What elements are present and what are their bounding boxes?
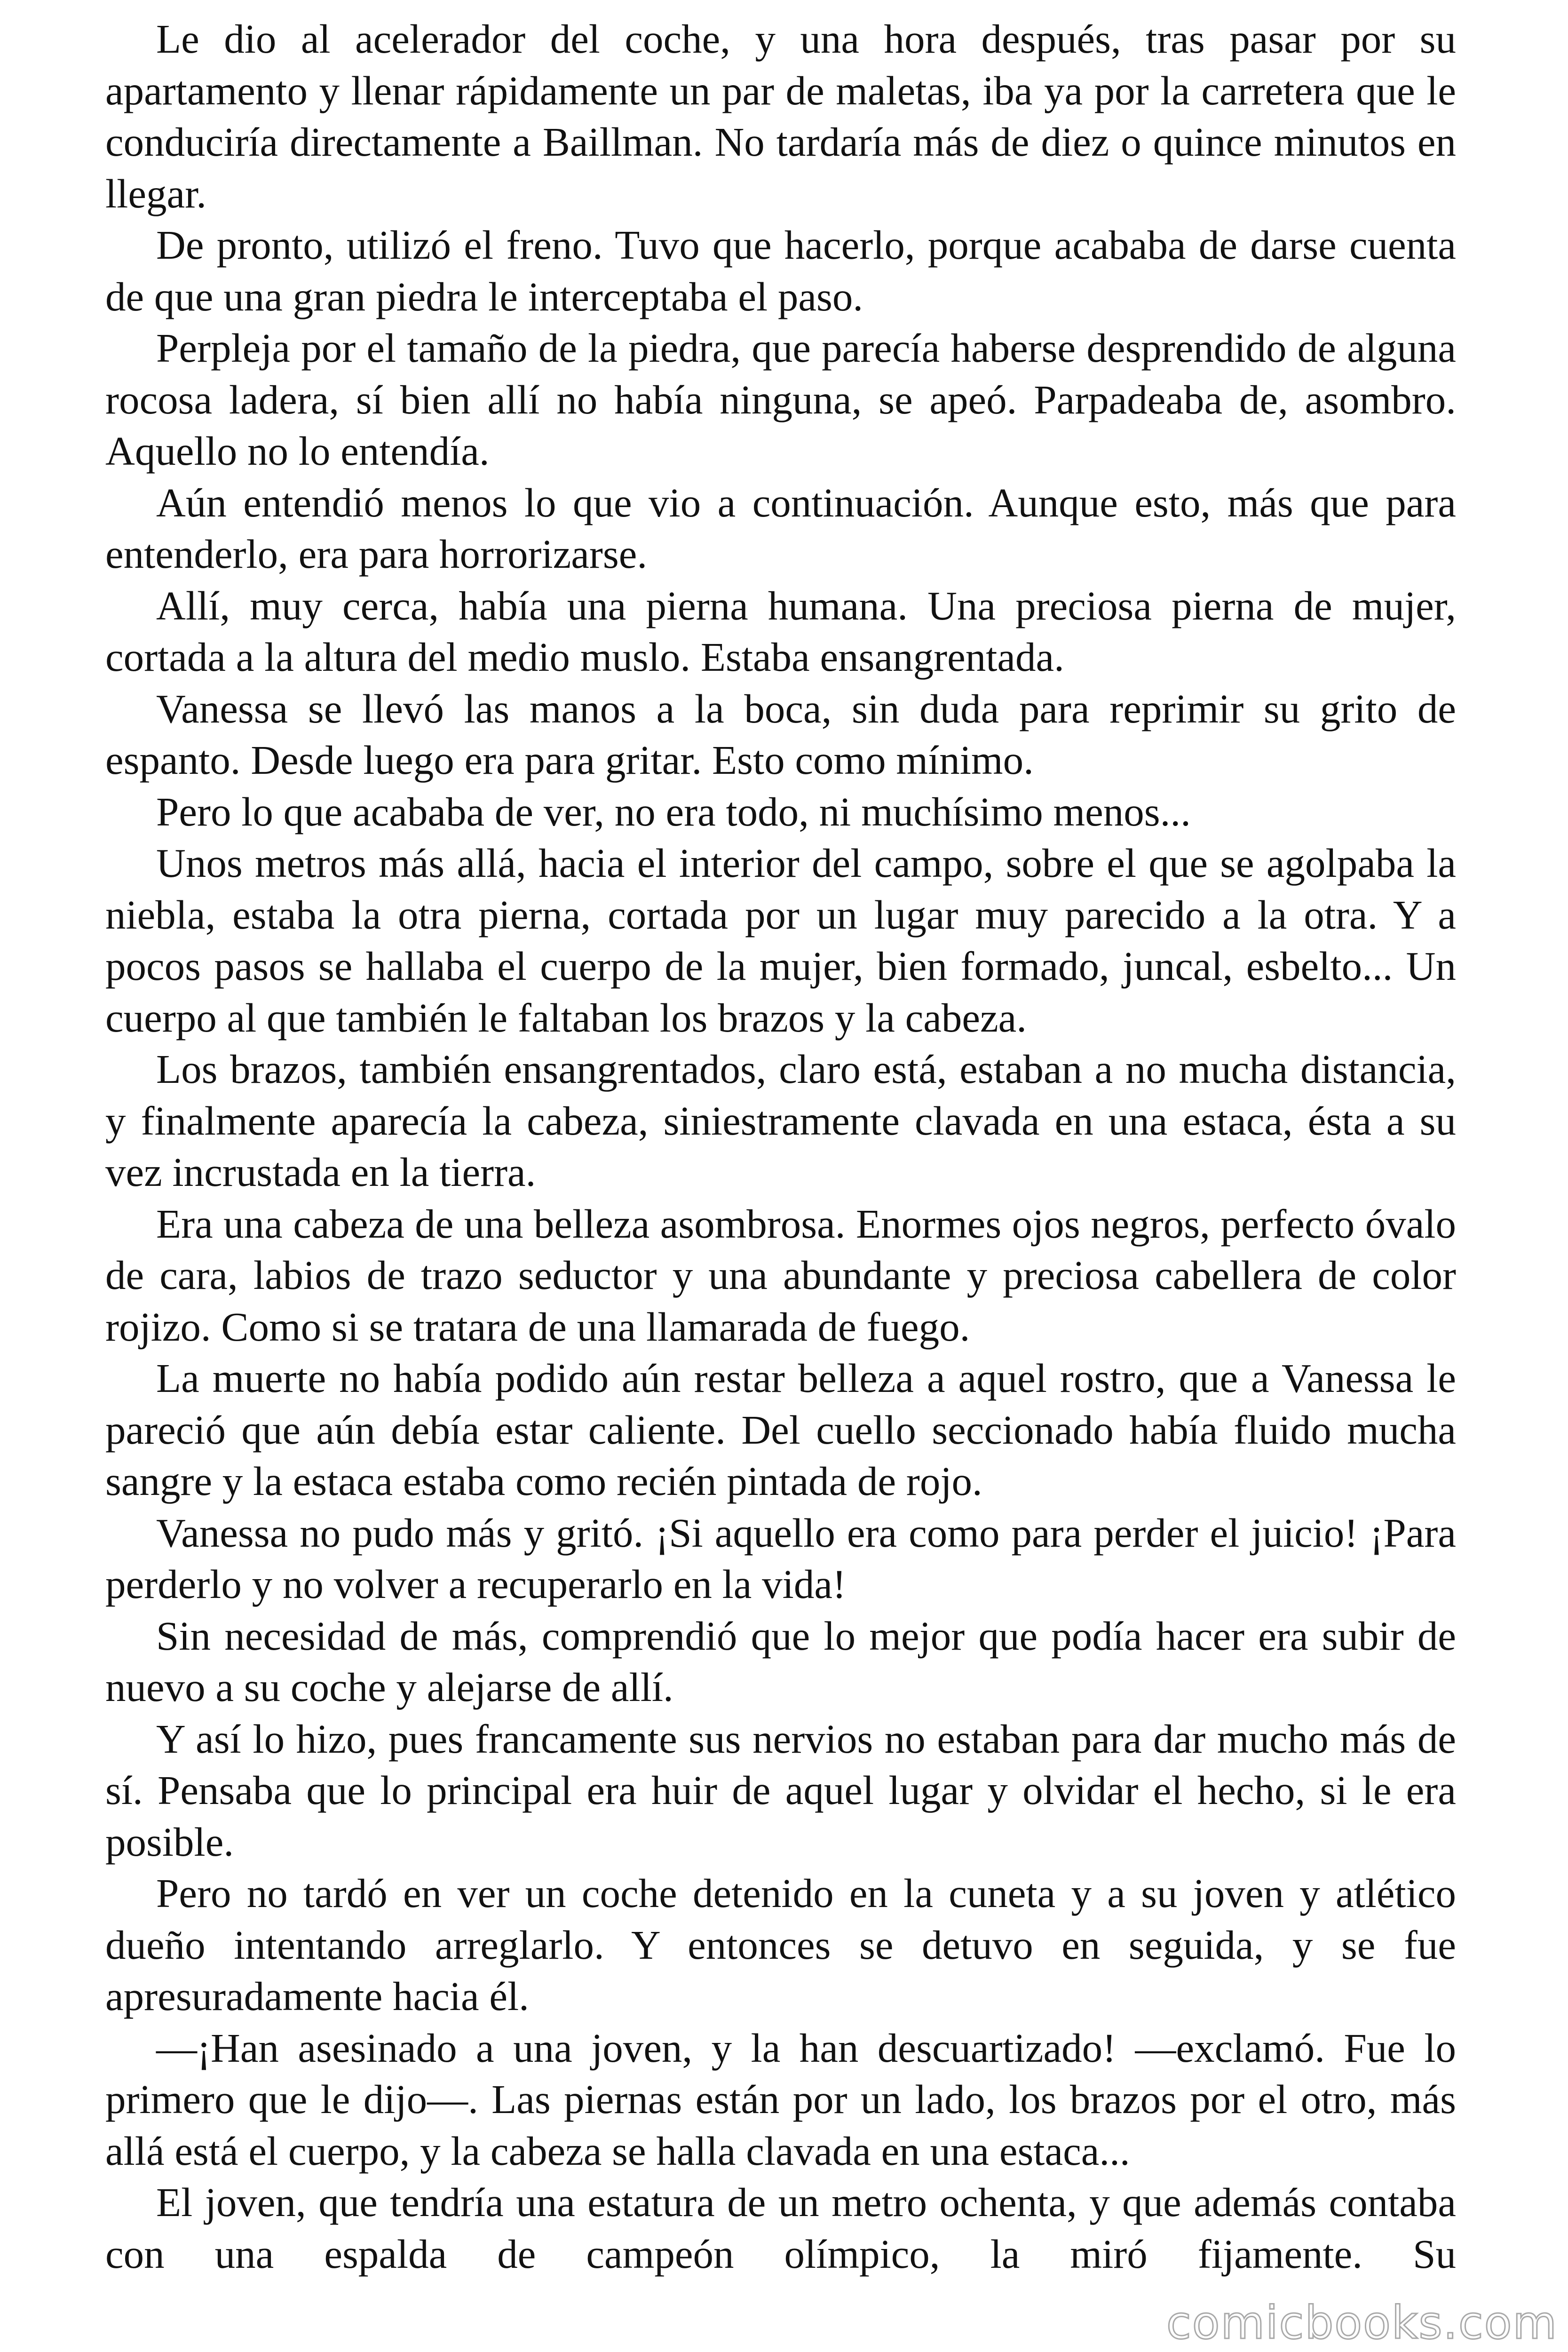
paragraph-15: Pero no tardó en ver un coche detenido en la cuneta y a su joven y atlético dueño intentando arreglarlo. Y entonces se detuvo en seguida, y se fue apresuradamente hacia él. (105, 1870, 1456, 2019)
paragraph-12: Vanessa no pudo más y gritó. ¡Si aquello era como para perder el juicio! ¡Para perderlo y no volver a recuperarlo en la vida! (105, 1510, 1456, 1607)
paragraph-13: Sin necesidad de más, comprendió que lo mejor que podía hacer era subir de nuevo a su coche y alejarse de allí. (105, 1613, 1456, 1710)
paragraph-16: —¡Han asesinado a una joven, y la han descuartizado! —exclamó. Fue lo primero que le dijo—. Las piernas están por un lado, los brazos por el otro, más allá está el cuerpo, y la cabeza se halla clavada en una estaca... (105, 2025, 1456, 2174)
paragraph-17: El joven, que tendría una estatura de un metro ochenta, y que además contaba con una espalda de campeón olímpico, la miró fijamente. Su (105, 2179, 1456, 2277)
paragraph-11: La muerte no había podido aún restar belleza a aquel rostro, que a Vanessa le pareció que aún debía estar caliente. Del cuello seccionado había fluido mucha sangre y la estaca estaba como recién pintada de rojo. (105, 1355, 1456, 1504)
paragraph-10: Era una cabeza de una belleza asombrosa. Enormes ojos negros, perfecto óvalo de cara, labios de trazo seductor y una abundante y preciosa cabellera de color rojizo. Como si se tratara de una llamarada de fuego. (105, 1200, 1456, 1350)
paragraph-4: Aún entendió menos lo que vio a continuación. Aunque esto, más que para entenderlo, era para horrorizarse. (105, 479, 1456, 577)
paragraph-6: Vanessa se llevó las manos a la boca, sin duda para reprimir su grito de espanto. Desde luego era para gritar. Esto como mínimo. (105, 685, 1456, 783)
page-body (105, 13, 1456, 2280)
paragraph-2: De pronto, utilizó el freno. Tuvo que hacerlo, porque acababa de darse cuenta de que una gran piedra le interceptaba el paso. (105, 222, 1456, 319)
paragraph-8: Unos metros más allá, hacia el interior del campo, sobre el que se agolpaba la niebla, estaba la otra pierna, cortada por un lugar muy parecido a la otra. Y a pocos pasos se hallaba el cuerpo de la mujer, bien formado, juncal, esbelto... Un cuerpo al que también le faltaban los brazos y la cabeza. (105, 840, 1456, 1041)
paragraph-9: Los brazos, también ensangrentados, claro está, estaban a no mucha distancia, y finalmente aparecía la cabeza, siniestramente clavada en una estaca, ésta a su vez incrustada en la tierra. (105, 1046, 1456, 1195)
paragraph-14: Y así lo hizo, pues francamente sus nervios no estaban para dar mucho más de sí. Pensaba que lo principal era huir de aquel lugar y olvidar el hecho, si le era posible. (105, 1716, 1456, 1865)
paragraph-5: Allí, muy cerca, había una pierna humana. Una preciosa pierna de mujer, cortada a la altura del medio muslo. Estaba ensangrentada. (105, 582, 1456, 680)
watermark-logo: comicbooks.com (1166, 2296, 1558, 2349)
paragraph-1: Le dio al acelerador del coche, y una hora después, tras pasar por su apartamento y llenar rápidamente un par de maletas, iba ya por la carretera que le conduciría directamente a Baillman. No tardaría más de diez o quince minutos en llegar. (105, 16, 1456, 216)
paragraph-3: Perpleja por el tamaño de la piedra, que parecía haberse desprendido de alguna rocosa ladera, sí bien allí no había ninguna, se apeó. Parpadeaba de, asombro. Aquello no lo entendía. (105, 325, 1456, 474)
paragraph-7: Pero lo que acababa de ver, no era todo, ni muchísimo menos... (156, 788, 1191, 834)
